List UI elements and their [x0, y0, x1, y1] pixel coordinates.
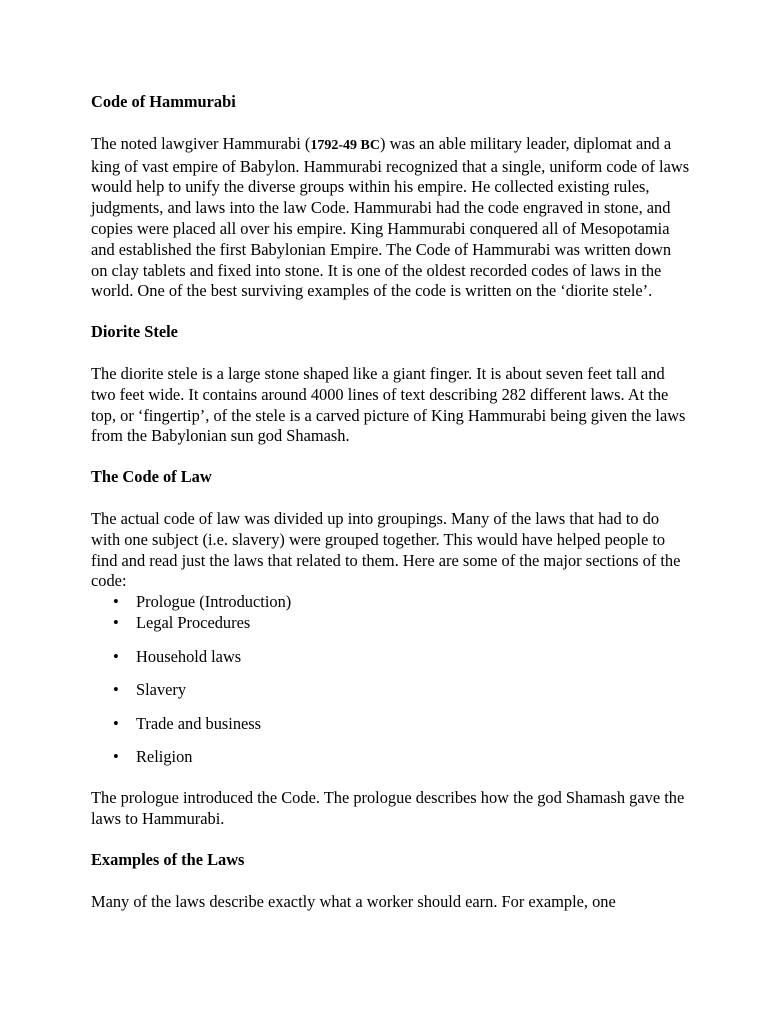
examples-heading: Examples of the Laws — [91, 849, 245, 869]
spacer — [91, 343, 691, 364]
spacer — [91, 302, 691, 322]
list-item — [91, 680, 691, 701]
intro-date: 1792-49 BC — [310, 137, 381, 153]
list-item-label: Religion — [136, 747, 193, 767]
stele-heading: Diorite Stele — [91, 322, 178, 342]
law-heading: The Code of Law — [91, 467, 212, 487]
bullet-icon: • — [113, 747, 119, 767]
spacer — [91, 447, 691, 467]
list-item — [91, 747, 691, 768]
list-item-label: Trade and business — [136, 713, 262, 733]
law-paragraph: The actual code of law was divided up into groupings. Many of the laws that had to do with one subject (i.e. slavery) were grouped together. This would have helped people to find and read just the laws that related to them. Here are some of the major sections of the code: — [91, 508, 681, 591]
spacer — [91, 830, 691, 850]
spacer — [91, 871, 691, 892]
bullet-icon: • — [113, 680, 119, 700]
list-item — [91, 592, 691, 613]
document-title: Code of Hammurabi — [91, 92, 236, 111]
list-item-label: Prologue (Introduction) — [136, 592, 292, 612]
bullet-icon: • — [113, 612, 119, 632]
list-item — [91, 613, 691, 634]
list-item-label: Legal Procedures — [136, 612, 251, 632]
list-item — [91, 647, 691, 668]
intro-text-start: The noted lawgiver Hammurabi ( — [91, 133, 311, 153]
intro-paragraph — [91, 134, 691, 302]
stele-paragraph: The diorite stele is a large stone shaped like a giant finger. It is about seven feet tall and two feet wide. It contains around 4000 lines of text describing 282 different laws. At the top, or ‘fingertip’, of the stele is a carved picture of King Hammurabi being given the laws from the Babylonian sun god Shamash. — [91, 363, 686, 446]
spacer — [91, 768, 691, 788]
list-item — [91, 714, 691, 735]
examples-paragraph: Many of the laws describe exactly what a worker should earn. For example, one — [91, 891, 616, 911]
prologue-paragraph: The prologue introduced the Code. The prologue describes how the god Shamash gave the laws to Hammurabi. — [91, 788, 685, 828]
bullet-icon: • — [113, 713, 119, 733]
bullet-icon: • — [113, 646, 119, 666]
intro-text-rest: ) was an able military leader, diplomat and a king of vast empire of Babylon. Hammurabi recognized that a single, uniform code of laws would help to unify the diverse groups within his empire. He collected existing rules, judgments, and laws into the law Code. Hammurabi had the code engraved in stone, and copies were placed all over his empire. King Hammurabi conquered all of Mesopotamia and established the first Babylonian Empire. The Code of Hammurabi was written down on clay tablets and fixed into stone. It is one of the oldest recorded codes of laws in the world. One of the best surviving examples of the code is written on the ‘diorite stele’. — [91, 133, 690, 301]
spacer — [91, 488, 691, 509]
spacer — [91, 113, 691, 134]
list-item-label: Slavery — [136, 680, 187, 700]
sections-list — [91, 592, 691, 768]
list-item-label: Household laws — [136, 646, 242, 666]
bullet-icon: • — [113, 592, 119, 612]
document-page — [91, 92, 691, 912]
